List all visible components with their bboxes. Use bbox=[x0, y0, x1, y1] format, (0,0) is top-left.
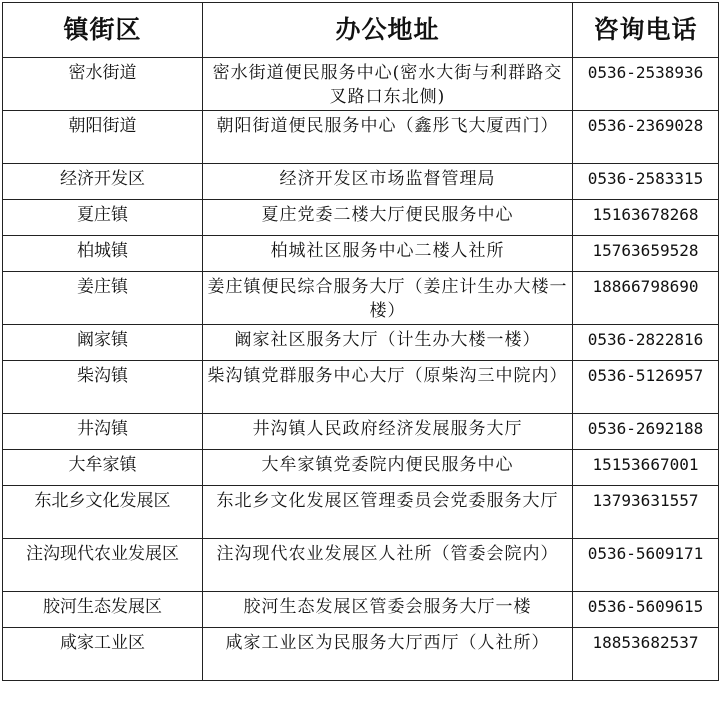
town-cell: 柏城镇 bbox=[3, 236, 203, 272]
table-row bbox=[3, 539, 719, 592]
town-cell: 经济开发区 bbox=[3, 164, 203, 200]
table-row bbox=[3, 236, 719, 272]
table-row bbox=[3, 592, 719, 628]
address-cell: 东北乡文化发展区管理委员会党委服务大厅 bbox=[203, 486, 573, 539]
phone-cell: 0536-5126957 bbox=[573, 361, 719, 414]
table-row bbox=[3, 486, 719, 539]
table-row bbox=[3, 111, 719, 164]
address-cell: 胶河生态发展区管委会服务大厅一楼 bbox=[203, 592, 573, 628]
address-cell: 咸家工业区为民服务大厅西厅（人社所） bbox=[203, 628, 573, 681]
town-cell: 密水街道 bbox=[3, 58, 203, 111]
town-cell: 柴沟镇 bbox=[3, 361, 203, 414]
address-cell: 注沟现代农业发展区人社所（管委会院内） bbox=[203, 539, 573, 592]
town-cell: 夏庄镇 bbox=[3, 200, 203, 236]
table-row bbox=[3, 200, 719, 236]
address-cell: 密水街道便民服务中心(密水大街与利群路交叉路口东北侧) bbox=[203, 58, 573, 111]
address-cell: 柏城社区服务中心二楼人社所 bbox=[203, 236, 573, 272]
phone-cell: 0536-5609171 bbox=[573, 539, 719, 592]
address-cell: 朝阳街道便民服务中心（鑫彤飞大厦西门） bbox=[203, 111, 573, 164]
town-cell: 咸家工业区 bbox=[3, 628, 203, 681]
phone-cell: 0536-2822816 bbox=[573, 325, 719, 361]
town-cell: 大牟家镇 bbox=[3, 450, 203, 486]
town-cell: 井沟镇 bbox=[3, 414, 203, 450]
town-cell: 胶河生态发展区 bbox=[3, 592, 203, 628]
address-cell: 夏庄党委二楼大厅便民服务中心 bbox=[203, 200, 573, 236]
table-row bbox=[3, 450, 719, 486]
address-cell: 柴沟镇党群服务中心大厅（原柴沟三中院内） bbox=[203, 361, 573, 414]
address-cell: 井沟镇人民政府经济发展服务大厅 bbox=[203, 414, 573, 450]
town-cell: 注沟现代农业发展区 bbox=[3, 539, 203, 592]
address-cell: 经济开发区市场监督管理局 bbox=[203, 164, 573, 200]
table-row bbox=[3, 58, 719, 111]
phone-cell: 13793631557 bbox=[573, 486, 719, 539]
office-contact-table bbox=[2, 2, 719, 681]
phone-cell: 15153667001 bbox=[573, 450, 719, 486]
town-cell: 东北乡文化发展区 bbox=[3, 486, 203, 539]
table-row bbox=[3, 414, 719, 450]
phone-cell: 0536-5609615 bbox=[573, 592, 719, 628]
phone-cell: 15763659528 bbox=[573, 236, 719, 272]
phone-cell: 18853682537 bbox=[573, 628, 719, 681]
header-phone: 咨询电话 bbox=[573, 3, 719, 58]
town-cell: 阚家镇 bbox=[3, 325, 203, 361]
address-cell: 姜庄镇便民综合服务大厅（姜庄计生办大楼一楼） bbox=[203, 272, 573, 325]
phone-cell: 0536-2538936 bbox=[573, 58, 719, 111]
phone-cell: 0536-2369028 bbox=[573, 111, 719, 164]
phone-cell: 18866798690 bbox=[573, 272, 719, 325]
table-row bbox=[3, 628, 719, 681]
header-town: 镇街区 bbox=[3, 3, 203, 58]
town-cell: 朝阳街道 bbox=[3, 111, 203, 164]
table-row bbox=[3, 325, 719, 361]
town-cell: 姜庄镇 bbox=[3, 272, 203, 325]
address-cell: 大牟家镇党委院内便民服务中心 bbox=[203, 450, 573, 486]
table-row bbox=[3, 164, 719, 200]
phone-cell: 15163678268 bbox=[573, 200, 719, 236]
table-row bbox=[3, 361, 719, 414]
header-address: 办公地址 bbox=[203, 3, 573, 58]
address-cell: 阚家社区服务大厅（计生办大楼一楼） bbox=[203, 325, 573, 361]
phone-cell: 0536-2692188 bbox=[573, 414, 719, 450]
table-row bbox=[3, 272, 719, 325]
phone-cell: 0536-2583315 bbox=[573, 164, 719, 200]
header-row bbox=[3, 3, 719, 58]
